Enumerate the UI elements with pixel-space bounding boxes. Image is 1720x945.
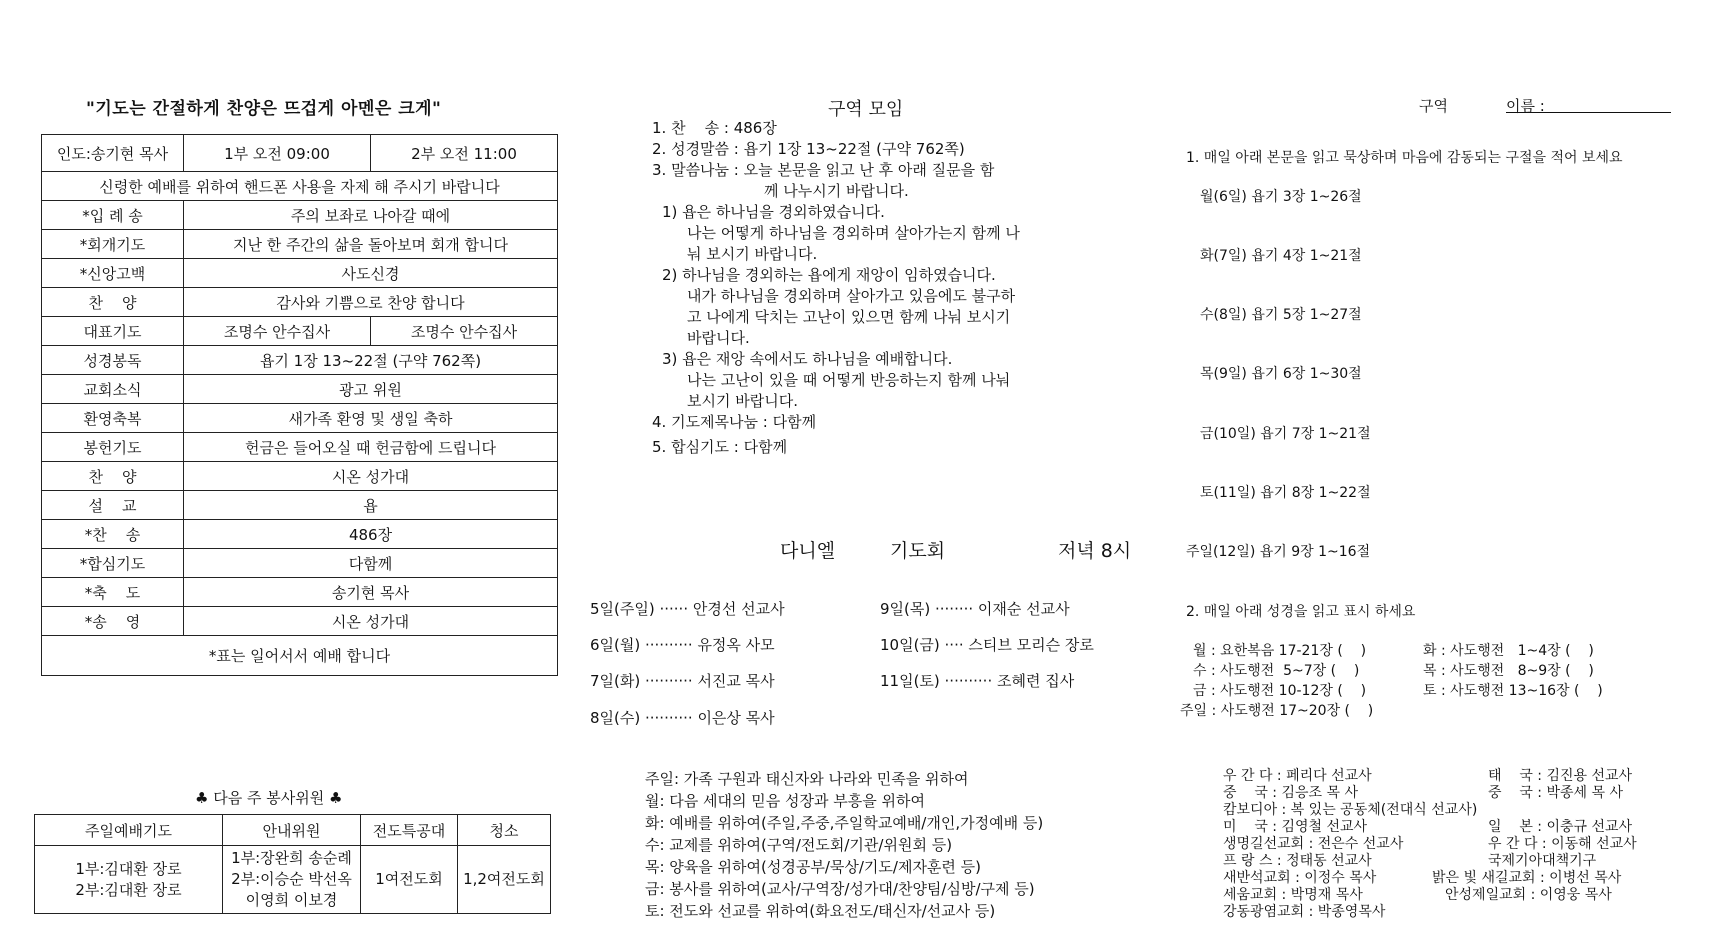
order-value: 시온 성가대 (184, 462, 558, 491)
order-label: *송 영 (42, 607, 184, 636)
guide-volunteer: 1부:장완희 송순례 (231, 849, 352, 867)
prayer-leader-2: 조명수 안수집사 (370, 317, 557, 346)
table-row (42, 578, 558, 607)
meeting-lines (652, 118, 1020, 458)
missionary: 국제기아대책기구 (1488, 853, 1597, 869)
prayer-meeting-label: 기도회 (890, 540, 946, 562)
table-row (42, 135, 558, 172)
meeting-line: 눠 보시기 바랍니다. (687, 245, 818, 263)
order-label: *축 도 (42, 578, 184, 607)
meeting-line: 1. 찬 송 : 486장 (652, 119, 777, 137)
schedule-item: 11일(토) ·········· 조혜련 집사 (880, 672, 1075, 690)
missionary: 세움교회 : 박명재 목사 (1223, 887, 1363, 903)
district-meeting-title: 구역 모임 (828, 99, 904, 120)
missionary: 밝은 빛 새길교회 : 이병선 목사 (1432, 870, 1622, 886)
next-week-title: ♣ 다음 주 봉사위원 ♣ (195, 789, 343, 807)
table-row (42, 201, 558, 230)
order-value: 욥 (184, 491, 558, 520)
order-value: 주의 보좌로 나아갈 때에 (184, 201, 558, 230)
prayer-topic: 월: 다음 세대의 믿음 성장과 부흥을 위하여 (645, 792, 925, 810)
daily-reading: 월(6일) 욥기 3장 1~26절 (1200, 189, 1362, 205)
order-value: 지난 한 주간의 삶을 돌아보며 회개 합니다 (184, 230, 558, 259)
meeting-line: 3) 욥은 재앙 속에서도 하나님을 예배합니다. (662, 350, 953, 368)
table-row (42, 375, 558, 404)
meeting-line: 내가 하나님을 경외하며 살아가고 있음에도 불구하 (687, 287, 1016, 305)
service-2-time: 2부 오전 11:00 (370, 135, 557, 172)
table-row (42, 404, 558, 433)
guide-volunteers (223, 846, 361, 914)
column-header: 전도특공대 (361, 815, 458, 846)
missionary: 강동광염교회 : 박종영목사 (1223, 904, 1386, 920)
missionary: 새반석교회 : 이정수 목사 (1223, 870, 1377, 886)
missionary: 중 국 : 박종세 목 사 (1488, 785, 1623, 801)
schedule-item: 5일(주일) ······ 안경선 선교사 (590, 600, 785, 618)
daily-reading: 금(10일) 욥기 7장 1~21절 (1200, 426, 1371, 442)
cleaning-team: 1,2여전도회 (458, 846, 551, 914)
missionary: 생명길선교회 : 전은수 선교사 (1223, 836, 1404, 852)
table-row (42, 230, 558, 259)
order-label: 봉헌기도 (42, 433, 184, 462)
order-label: 대표기도 (42, 317, 184, 346)
table-row (42, 636, 558, 676)
bible-check: 월 : 요한복음 17-21장 ( ) (1193, 643, 1367, 659)
meeting-line: 1) 욥은 하나님을 경외하였습니다. (662, 203, 885, 221)
prayer-leader-1: 조명수 안수집사 (184, 317, 371, 346)
order-value: 사도신경 (184, 259, 558, 288)
bible-check: 목 : 사도행전 8~9장 ( ) (1423, 663, 1594, 679)
table-row (42, 317, 558, 346)
schedule-item: 6일(월) ·········· 유정옥 사모 (590, 636, 775, 654)
meeting-line: 바랍니다. (687, 329, 750, 347)
order-value: 헌금은 들어오실 때 헌금함에 드립니다 (184, 433, 558, 462)
bible-check: 수 : 사도행전 5~7장 ( ) (1193, 663, 1360, 679)
order-label: 환영축복 (42, 404, 184, 433)
meeting-line: 보시기 바랍니다. (687, 392, 798, 410)
table-row (42, 549, 558, 578)
missionary: 우 간 다 : 이동해 선교사 (1488, 836, 1637, 852)
guide-volunteer: 이영희 이보경 (245, 891, 338, 909)
missionary: 태 국 : 김진용 선교사 (1488, 768, 1633, 784)
table-row (42, 288, 558, 317)
order-label: *회개기도 (42, 230, 184, 259)
name-label: 이름 : (1506, 97, 1545, 115)
bible-check: 금 : 사도행전 10-12장 ( ) (1193, 683, 1367, 699)
order-value: 감사와 기쁨으로 찬양 합니다 (184, 288, 558, 317)
order-value: 송기현 목사 (184, 578, 558, 607)
meeting-line: 께 나누시기 바랍니다. (764, 182, 909, 200)
column-header: 주일예배기도 (35, 815, 223, 846)
daily-reading: 목(9일) 욥기 6장 1~30절 (1200, 366, 1362, 382)
schedule-item: 8일(수) ·········· 이은상 목사 (590, 709, 775, 727)
table-row (42, 462, 558, 491)
meeting-line: 2. 성경말씀 : 욥기 1장 13~22절 (구약 762쪽) (652, 140, 965, 158)
name-blank-line (1506, 112, 1671, 113)
evangelism-team: 1여전도회 (361, 846, 458, 914)
prayer-topic: 토: 전도와 선교를 위하여(화요전도/태신자/선교사 등) (645, 902, 996, 920)
bible-check: 화 : 사도행전 1~4장 ( ) (1423, 643, 1594, 659)
order-value: 다함께 (184, 549, 558, 578)
table-row (35, 815, 551, 846)
guide-volunteer: 2부:이승순 박선옥 (231, 870, 352, 888)
missionary: 프 랑 스 : 정태동 선교사 (1223, 853, 1372, 869)
section-1-heading: 1. 매일 아래 본문을 읽고 묵상하며 마음에 감동되는 구절을 적어 보세요 (1186, 150, 1623, 166)
order-value: 시온 성가대 (184, 607, 558, 636)
missionary: 캄보디아 : 복 있는 공동체(전대식 선교사) (1223, 802, 1478, 818)
order-value: 욥기 1장 13~22절 (구약 762쪽) (184, 346, 558, 375)
table-row (42, 433, 558, 462)
service-volunteers-table (34, 814, 551, 914)
prayer-topic: 목: 양육을 위하여(성경공부/묵상/기도/제자훈련 등) (645, 858, 982, 876)
meeting-line: 나는 어떻게 하나님을 경외하며 살아가는지 함께 나 (687, 224, 1020, 242)
bible-check: 토 : 사도행전 13~16장 ( ) (1423, 683, 1603, 699)
meeting-line: 5. 합심기도 : 다함께 (652, 438, 788, 456)
order-label: 찬 양 (42, 462, 184, 491)
schedule-item: 9일(목) ········ 이재순 선교사 (880, 600, 1070, 618)
prayer-topic: 수: 교제를 위하여(구역/전도회/기관/위원회 등) (645, 836, 953, 854)
order-value: 광고 위원 (184, 375, 558, 404)
prayer-meeting-time: 저녁 8시 (1058, 540, 1132, 562)
missionary: 안성제일교회 : 이영웅 목사 (1445, 887, 1612, 903)
table-row (42, 172, 558, 201)
order-value: 새가족 환영 및 생일 축하 (184, 404, 558, 433)
table-row (35, 846, 551, 914)
prayer-volunteer: 1부:김대환 장로 (75, 859, 182, 878)
table-row (42, 607, 558, 636)
daily-reading: 주일(12일) 욥기 9장 1~16절 (1186, 544, 1371, 560)
missionary: 일 본 : 이충규 선교사 (1488, 819, 1633, 835)
worship-order-table (41, 134, 558, 676)
prayer-meeting-name: 다니엘 (780, 540, 836, 562)
order-label: 설 교 (42, 491, 184, 520)
standing-note: *표는 일어서서 예배 합니다 (42, 636, 558, 676)
leader-cell: 인도:송기현 목사 (42, 135, 184, 172)
schedule-item: 7일(화) ·········· 서진교 목사 (590, 672, 775, 690)
prayer-topics (645, 768, 1043, 922)
meeting-line: 2) 하나님을 경외하는 욥에게 재앙이 임하였습니다. (662, 266, 996, 284)
meeting-line: 4. 기도제목나눔 : 다함께 (652, 413, 817, 431)
meeting-line: 3. 말씀나눔 : 오늘 본문을 읽고 난 후 아래 질문을 함 (652, 161, 995, 179)
order-label: *찬 송 (42, 520, 184, 549)
missionary-list (1223, 768, 1477, 921)
prayer-volunteers (35, 846, 223, 914)
missionary: 우 간 다 : 페리다 선교사 (1223, 768, 1372, 784)
table-row (42, 259, 558, 288)
prayer-topic: 주일: 가족 구원과 태신자와 나라와 민족을 위하여 (645, 770, 969, 788)
daily-reading: 수(8일) 욥기 5장 1~27절 (1200, 307, 1362, 323)
table-row (42, 520, 558, 549)
table-row (42, 346, 558, 375)
meeting-line: 나는 고난이 있을 때 어떻게 반응하는지 함께 나눠 (687, 371, 1011, 389)
order-label: 교회소식 (42, 375, 184, 404)
daily-reading: 토(11일) 욥기 8장 1~22절 (1200, 485, 1371, 501)
prayer-topic: 금: 봉사를 위하여(교사/구역장/성가대/찬양팀/심방/구제 등) (645, 880, 1035, 898)
bible-check: 주일 : 사도행전 17~20장 ( ) (1180, 703, 1374, 719)
motto: "기도는 간절하게 찬양은 뜨겁게 아멘은 크게" (86, 99, 442, 119)
missionary: 중 국 : 김응조 목 사 (1223, 785, 1358, 801)
prayer-topic: 화: 예배를 위하여(주일,주중,주일학교예배/개인,가정예배 등) (645, 814, 1044, 832)
order-label: 찬 양 (42, 288, 184, 317)
order-label: 성경봉독 (42, 346, 184, 375)
meeting-line: 고 나에게 닥치는 고난이 있으면 함께 나눠 보시기 (687, 308, 1011, 326)
service-1-time: 1부 오전 09:00 (184, 135, 371, 172)
order-value: 486장 (184, 520, 558, 549)
order-label: *합심기도 (42, 549, 184, 578)
phone-notice: 신령한 예배를 위하여 핸드폰 사용을 자제 해 주시기 바랍니다 (42, 172, 558, 201)
daily-reading: 화(7일) 욥기 4장 1~21절 (1200, 248, 1362, 264)
column-header: 청소 (458, 815, 551, 846)
order-label: *입 례 송 (42, 201, 184, 230)
column-header: 안내위원 (223, 815, 361, 846)
prayer-volunteer: 2부:김대환 장로 (75, 880, 182, 899)
district-label: 구역 (1419, 97, 1448, 115)
table-row (42, 491, 558, 520)
missionary: 미 국 : 김영철 선교사 (1223, 819, 1368, 835)
section-2-heading: 2. 매일 아래 성경을 읽고 표시 하세요 (1186, 604, 1416, 620)
schedule-item: 10일(금) ···· 스티브 모리슨 장로 (880, 636, 1094, 654)
order-label: *신앙고백 (42, 259, 184, 288)
